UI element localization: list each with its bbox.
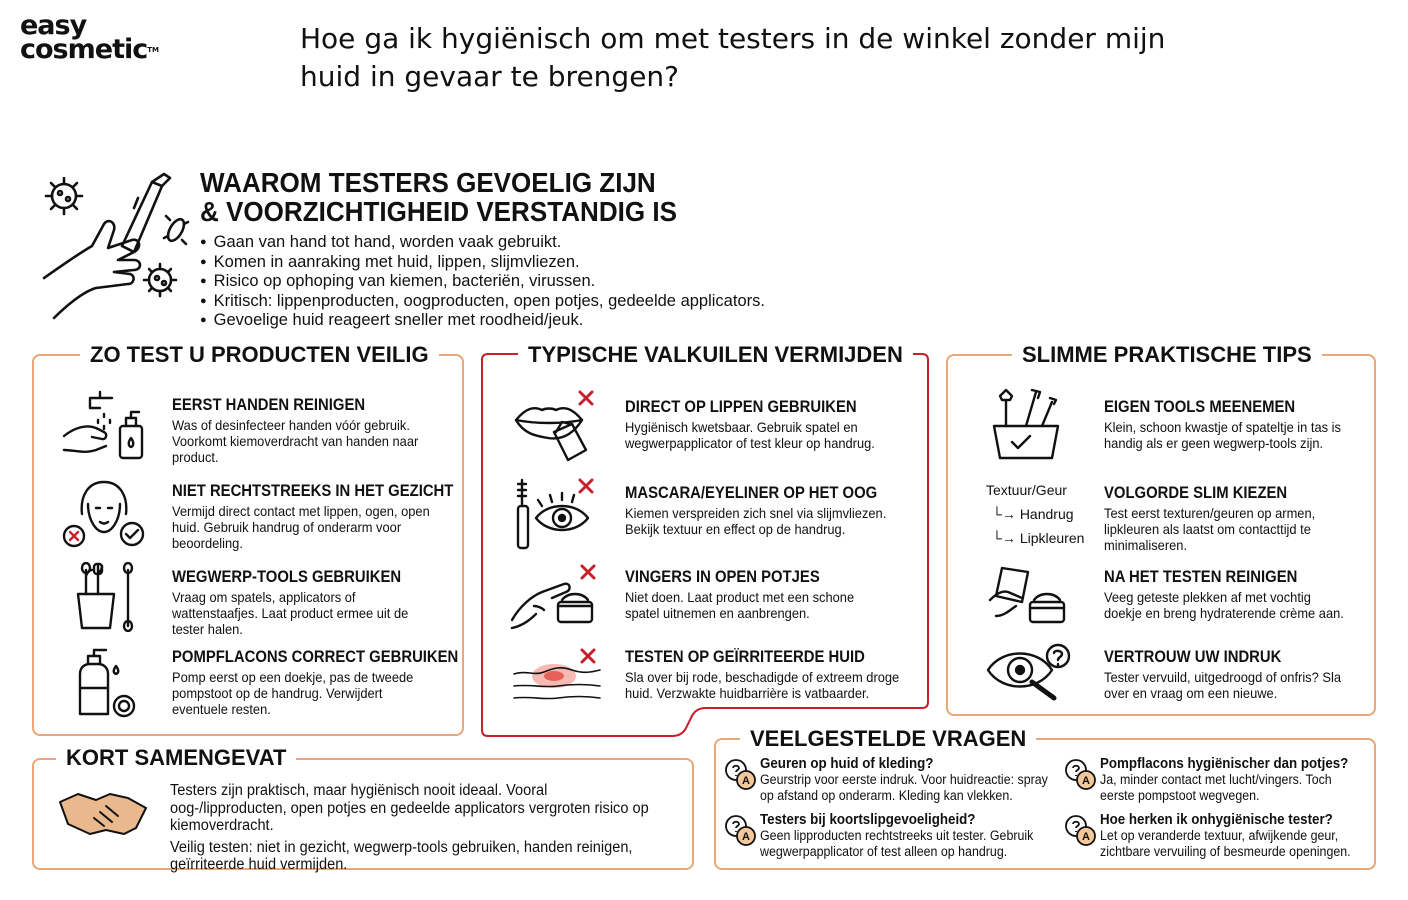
why-title-line1: WAAROM TESTERS GEVOELIG ZIJN: [200, 167, 656, 198]
pitfall-item-3: [625, 568, 915, 621]
summary-title: KORT SAMENGEVAT: [56, 745, 296, 771]
safe-item-3-heading: WEGWERP-TOOLS GEBRUIKEN: [172, 568, 402, 586]
flow-step-2: [986, 502, 1084, 526]
safe-item-1: [172, 396, 462, 465]
svg-text:A: A: [742, 775, 750, 787]
why-title-line2: & VOORZICHTIGHEID VERSTANDIG IS: [200, 196, 677, 227]
tip-item-3-text: Veeg geteste plekken af met vochtig doekje en breng hydraterende crème aan.: [1104, 589, 1344, 621]
flow-step-3: [986, 526, 1084, 550]
germs-hand-tube-icon: [34, 168, 194, 324]
tip-item-4-heading: VERTROUW UW INDRUK: [1104, 648, 1282, 666]
list-item: ● Risico op ophoping van kiemen, bacteriën, virussen.: [200, 273, 765, 293]
faq-item-4: [1100, 812, 1390, 860]
pitfall-item-4-heading: TESTEN OP GEÏRRITEERDE HUID: [625, 648, 865, 666]
summary-paragraph-1: Testers zijn praktisch, maar hygiënisch nooit ideaal. Vooral oog-/lipproducten, open potjes en gedeelde applicators vergroten risico op kiemoverdracht.: [170, 782, 649, 834]
list-item: ● Komen in aanraking met huid, lippen, slijmvliezen.: [200, 254, 765, 274]
pitfall-item-2-text: Kiemen verspreiden zich snel via slijmvliezen. Bekijk textuur en effect op de handrug.: [625, 505, 887, 537]
safe-item-2-text: Vermijd direct contact met lippen, ogen, open huid. Gebruik handrug of onderarm voor beoordeling.: [172, 503, 430, 551]
faq-item-3: [1100, 756, 1370, 804]
order-flow-diagram: [986, 478, 1084, 550]
tip-item-4-text: Tester vervuild, uitgedroogd of onfris? Sla over en vraag om een nieuwe.: [1104, 669, 1341, 701]
makeup-bag-icon: [986, 386, 1066, 466]
handwash-icon: [60, 386, 152, 464]
safe-item-1-text: Was of desinfecteer handen vóór gebruik. Voorkomt kiemoverdracht van handen naar product.: [172, 417, 419, 465]
safe-item-2: [172, 482, 485, 551]
tip-item-1: [1104, 398, 1374, 451]
finger-jar-icon: [510, 562, 604, 634]
pitfall-item-4: [625, 648, 925, 701]
tip-item-2-heading: VOLGORDE SLIM KIEZEN: [1104, 484, 1288, 502]
tip-item-3-heading: NA HET TESTEN REINIGEN: [1104, 568, 1298, 586]
tip-item-2-text: Test eerst texturen/geuren op armen, lipkleuren als laatst om contacttijd te minimaliseren.: [1104, 505, 1316, 553]
lips-lipstick-icon: [512, 388, 604, 468]
safe-item-4-heading: POMPFLACONS CORRECT GEBRUIKEN: [172, 648, 459, 666]
tip-item-2: [1104, 484, 1364, 553]
logo-line1: easy: [20, 10, 87, 41]
pitfall-item-3-text: Niet doen. Laat product met een schone spatel uitnemen en aanbrengen.: [625, 589, 855, 621]
question-answer-icon: [724, 814, 756, 848]
pitfall-item-1-text: Hygiënisch kwetsbaar. Gebruik spatel en wegwerpapplicator of test kleur op handrug.: [625, 419, 875, 451]
question-answer-icon: [724, 758, 756, 792]
safe-testing-title: ZO TEST U PRODUCTEN VEILIG: [80, 342, 439, 368]
safe-item-3-text: Vraag om spatels, applicators of wattenstaafjes. Laat product ermee uit de tester halen.: [172, 589, 409, 637]
logo-line2: [20, 34, 159, 65]
faq-answer-2: Geen lipproducten rechtstreeks uit tester. Gebruik wegwerpapplicator of test alleen op handrug.: [760, 828, 1034, 859]
question-answer-icon: [1064, 814, 1096, 848]
faq-question-2: Testers bij koortslipgevoeligheid?: [760, 812, 976, 828]
tip-item-4: [1104, 648, 1364, 701]
pitfall-item-2-heading: MASCARA/EYELINER OP HET OOG: [625, 484, 878, 502]
disposable-tools-icon: [72, 562, 138, 632]
faq-answer-1: Geurstrip voor eerste indruk. Voor huidreactie: spray op afstand op onderarm. Kleding kan vlekken.: [760, 772, 1048, 803]
pitfall-item-1: [625, 398, 915, 451]
flow-step-1: Textuur/Geur: [986, 482, 1067, 498]
safe-item-4: [172, 648, 490, 717]
faq-title: VEELGESTELDE VRAGEN: [740, 726, 1036, 752]
flow-step-3-text: Lipkleuren: [1019, 530, 1085, 546]
faq-item-1: [760, 756, 1080, 804]
face-check-icon: [60, 474, 150, 552]
arrow-icon: └→: [992, 506, 1020, 522]
safe-item-3: [172, 568, 467, 637]
pitfall-item-3-heading: VINGERS IN OPEN POTJES: [625, 568, 820, 586]
why-section-title: [200, 168, 677, 226]
list-item: ● Gaan van hand tot hand, worden vaak gebruikt.: [200, 234, 765, 254]
pitfalls-title: TYPISCHE VALKUILEN VERMIJDEN: [518, 342, 913, 368]
faq-question-1: Geuren op huid of kleding?: [760, 756, 934, 772]
logo-line2-text: cosmetic: [20, 34, 148, 65]
pitfall-item-4-text: Sla over bij rode, beschadigde of extreem droge huid. Verzwakte huidbarrière is vatbaarder.: [625, 669, 900, 701]
pitfall-item-2: [625, 484, 915, 537]
svg-text:A: A: [1082, 831, 1090, 843]
arrow-icon: └→: [992, 530, 1020, 546]
question-answer-icon: [1064, 758, 1096, 792]
list-item: ● Gevoelige huid reageert sneller met roodheid/jeuk.: [200, 312, 765, 332]
handshake-icon: [58, 784, 148, 844]
eye-magnifier-icon: [984, 640, 1076, 704]
why-bullet-list: [200, 234, 765, 332]
svg-text:A: A: [742, 831, 750, 843]
tip-item-1-heading: EIGEN TOOLS MEENEMEN: [1104, 398, 1296, 416]
wipe-cream-icon: [986, 560, 1072, 630]
pump-bottle-icon: [72, 644, 138, 718]
tip-item-3: [1104, 568, 1374, 621]
list-item: ● Kritisch: lippenproducten, oogproducten, open potjes, gedeelde applicators.: [200, 293, 765, 313]
safe-item-1-heading: EERST HANDEN REINIGEN: [172, 396, 366, 414]
pitfall-item-1-heading: DIRECT OP LIPPEN GEBRUIKEN: [625, 398, 857, 416]
tip-item-1-text: Klein, schoon kwastje of spateltje in tas is handig als er geen wegwerp-tools zijn.: [1104, 419, 1341, 451]
faq-question-4: Hoe herken ik onhygiënische tester?: [1100, 812, 1333, 828]
summary-paragraph-2: Veilig testen: niet in gezicht, wegwerp-tools gebruiken, handen reinigen, geïrriteerde huid vermijden.: [170, 838, 633, 873]
irritated-skin-icon: [510, 646, 604, 708]
tips-title: SLIMME PRAKTISCHE TIPS: [1012, 342, 1322, 368]
virus-icon: [46, 178, 82, 214]
safe-item-4-text: Pomp eerst op een doekje, pas de tweede pompstoot op de handrug. Verwijdert eventuele resten.: [172, 669, 414, 717]
faq-item-2: [760, 812, 1070, 860]
flow-step-2-text: Handrug: [1019, 506, 1074, 522]
svg-text:A: A: [1082, 775, 1090, 787]
logo-tm: TM: [147, 46, 159, 54]
faq-answer-4: Let op veranderde textuur, afwijkende geur, zichtbare vervuiling of besmeurde openingen.: [1100, 828, 1351, 859]
summary-text: [170, 780, 690, 878]
safe-item-2-heading: NIET RECHTSTREEKS IN HET GEZICHT: [172, 482, 454, 500]
mascara-eye-icon: [512, 476, 604, 552]
faq-answer-3: Ja, minder contact met lucht/vingers. Toch eerste pompstoot wegvegen.: [1100, 772, 1332, 803]
brand-logo[interactable]: [20, 10, 159, 65]
faq-question-3: Pompflacons hygiënischer dan potjes?: [1100, 756, 1349, 772]
page-title: Hoe ga ik hygiënisch om met testers in de winkel zonder mijn huid in gevaar te brengen?: [300, 22, 1166, 93]
